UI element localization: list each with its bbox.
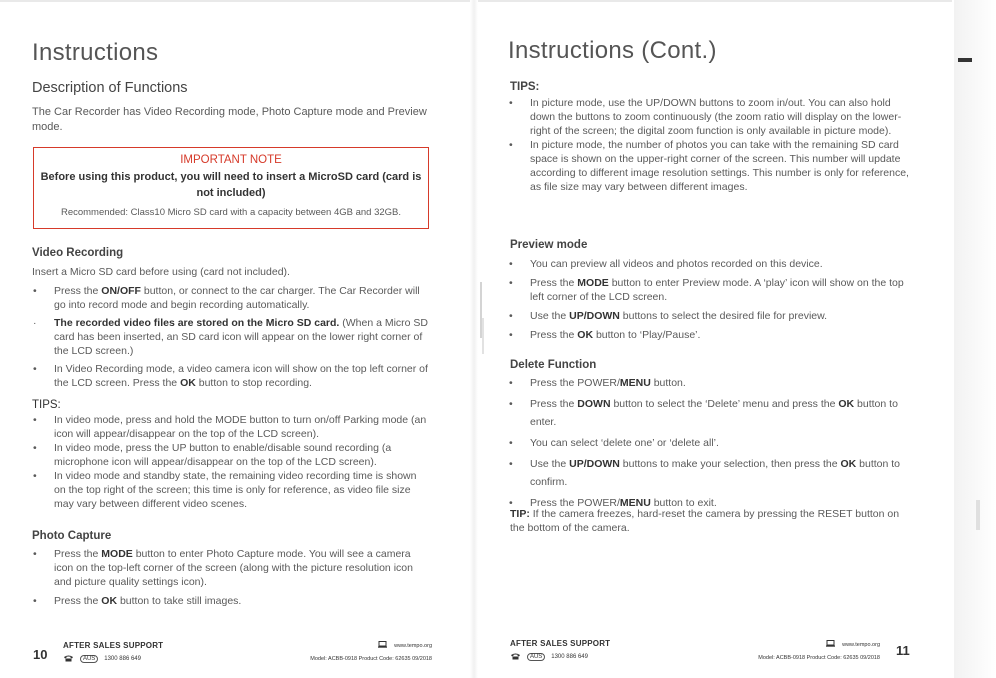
website: www.tempo.org	[394, 642, 432, 649]
list-item: • Press the DOWN button to select the ‘Delete’ menu and press the OK button to enter.	[509, 398, 898, 428]
list-item: • Use the UP/DOWN buttons to select the desired file for preview.	[509, 310, 828, 322]
preview-mode-heading: Preview mode	[510, 239, 588, 251]
page-number: 10	[33, 647, 48, 662]
website-row	[300, 641, 432, 650]
important-note-box	[33, 147, 429, 229]
left-page	[0, 0, 470, 678]
section-title: Description of Functions	[32, 80, 188, 96]
tips-list	[33, 413, 428, 511]
tips-heading: TIPS:	[32, 399, 61, 411]
support-phone: 1300 886 649	[551, 654, 588, 660]
website: www.tempo.org	[842, 641, 880, 648]
footer-support	[510, 639, 610, 662]
footer-model	[746, 640, 880, 661]
important-note-body: Before using this product, you will need to insert a MicroSD card (card is not included)	[40, 171, 422, 199]
video-recording-intro: Insert a Micro SD card before using (card not included).	[32, 266, 290, 278]
list-item: • Press the ON/OFF button, or connect to the car charger. The Car Recorder will go into record mode and begin recording automatically.	[33, 285, 420, 311]
tips-heading: TIPS:	[510, 81, 540, 93]
australia-badge: AUS	[527, 653, 545, 661]
list-item: • Press the OK button to ‘Play/Pause’.	[509, 329, 701, 341]
footer-model	[300, 641, 432, 662]
list-item: • Press the MODE button to enter Photo Capture mode. You will see a camera icon on the top-left corner of the screen (along with the picture resolution icon and picture quality settings icon).	[33, 548, 413, 588]
list-item: • In video mode, press and hold the MODE button to turn on/off Parking mode (an icon will appear/disappear on the top of the LCD screen).	[33, 414, 427, 440]
list-item: • Press the OK button to take still images.	[33, 595, 242, 607]
list-item: • You can preview all videos and photos recorded on this device.	[509, 258, 823, 270]
reset-tip: TIP: If the camera freezes, hard-reset the camera by pressing the RESET button on the bottom of the camera.	[510, 508, 900, 534]
phone-icon	[63, 654, 74, 664]
list-item: · The recorded video files are stored on the Micro SD card. (When a Micro SD card has been inserted, an SD card icon will appear on the lower right corner of the LCD screen.)	[33, 317, 429, 357]
intro-text: The Car Recorder has Video Recording mode, Photo Capture mode and Preview mode.	[32, 106, 427, 133]
list-item: • You can select ‘delete one’ or ‘delete all’.	[509, 437, 719, 449]
list-item: • Press the POWER/MENU button to exit.	[509, 497, 717, 509]
list-item: • In picture mode, use the UP/DOWN buttons to zoom in/out. You can also hold down the buttons to zoom continuously (the zoom ratio will display on the lower-right of the screen; the digital zoom function is only available in picture mode).	[509, 97, 902, 137]
right-page	[476, 0, 956, 678]
support-phone: 1300 886 649	[104, 656, 141, 662]
photo-capture-heading: Photo Capture	[32, 530, 112, 542]
list-item: • In video mode, press the UP button to enable/disable sound recording (a microphone icon will appear/disappear on the top of the LCD screen).	[33, 442, 392, 468]
model-code: Model: ACBB-0918 Product Code: 62635 09/2018	[758, 655, 880, 661]
website-row	[746, 640, 880, 649]
page-number: 11	[896, 643, 910, 658]
list-item: • Use the UP/DOWN buttons to make your selection, then press the OK button to confirm.	[509, 458, 901, 488]
support-phone-row	[510, 652, 610, 662]
video-recording-heading: Video Recording	[32, 247, 124, 259]
list-item: • Press the POWER/MENU button.	[509, 377, 686, 389]
page-title: Instructions	[32, 39, 159, 66]
page-title: Instructions (Cont.)	[508, 37, 717, 64]
list-item: • Press the MODE button to enter Preview mode. A ‘play’ icon will show on the top left corner of the LCD screen.	[509, 277, 904, 303]
delete-function-heading: Delete Function	[510, 359, 597, 371]
support-label: AFTER SALES SUPPORT	[510, 639, 611, 648]
important-note-recommendation: Recommended: Class10 Micro SD card with a capacity between 4GB and 32GB.	[60, 207, 402, 218]
australia-badge: AUS	[80, 655, 98, 663]
footer-support	[63, 641, 163, 664]
tips-list	[509, 96, 909, 194]
support-phone-row	[63, 654, 163, 664]
delete-function-list	[509, 376, 914, 510]
computer-icon	[826, 640, 835, 649]
support-label: AFTER SALES SUPPORT	[63, 641, 164, 650]
list-item: • In video mode and standby state, the remaining video recording time is shown on the top right of the screen; this time is only for reference, as video file size may vary between different video scenes.	[33, 470, 417, 510]
list-item: • In Video Recording mode, a video camera icon will show on the top left corner of the LCD screen. Press the OK button to stop recording.	[33, 363, 428, 389]
photo-capture-list	[33, 547, 428, 608]
phone-icon	[510, 652, 521, 662]
computer-icon	[378, 641, 387, 650]
preview-mode-list	[509, 257, 914, 342]
list-item: • In picture mode, the number of photos you can take with the remaining SD card space is shown on the upper-right corner of the screen. This number will update according to different image resolution settings. This number is only for reference, as file size may vary between different images.	[509, 139, 909, 193]
model-code: Model: ACBB-0918 Product Code: 62635 09/2018	[310, 656, 432, 662]
important-note-heading: IMPORTANT NOTE	[180, 154, 282, 166]
video-recording-list	[33, 284, 428, 390]
